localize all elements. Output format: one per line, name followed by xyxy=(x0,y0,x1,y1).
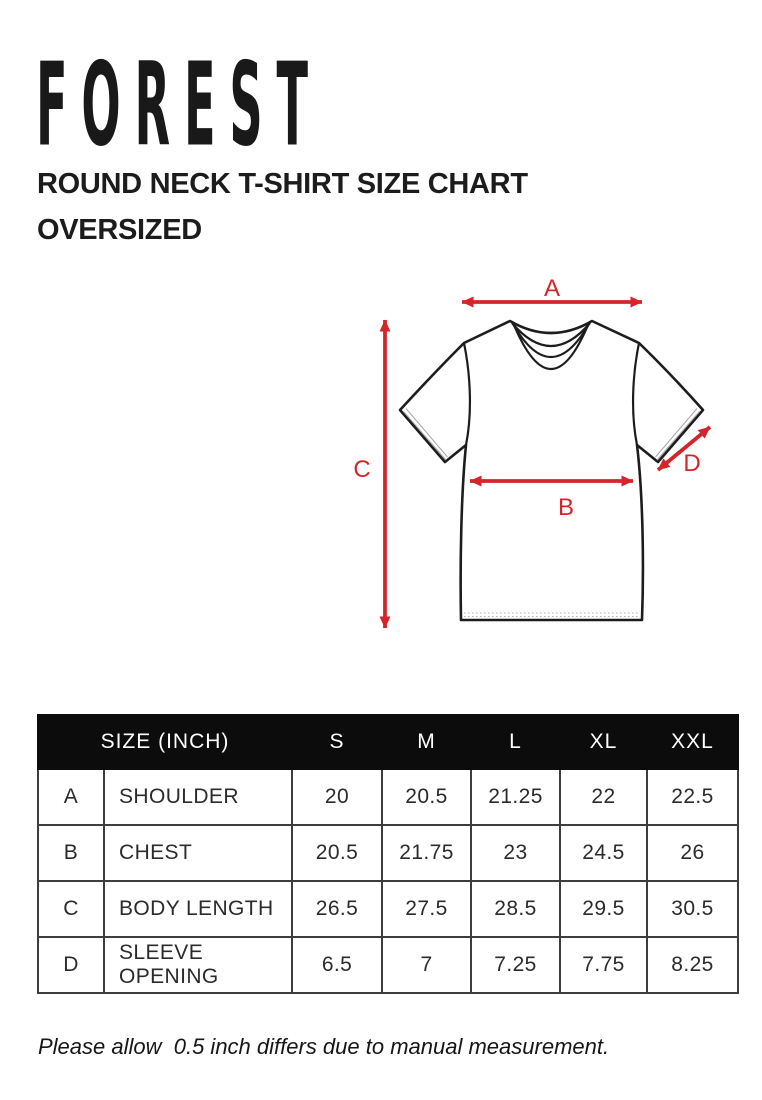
cell-value: 7.75 xyxy=(560,937,647,993)
cell-value: 22.5 xyxy=(647,769,738,825)
header-size-m: M xyxy=(382,715,471,769)
header-size-xxl: XXL xyxy=(647,715,738,769)
cell-value: 20.5 xyxy=(292,825,382,881)
brand-logo xyxy=(36,37,717,172)
cell-value: 24.5 xyxy=(560,825,647,881)
table-row-body-length xyxy=(38,881,738,937)
cell-value: 21.25 xyxy=(471,769,560,825)
cell-value: 26.5 xyxy=(292,881,382,937)
cell-value: 29.5 xyxy=(560,881,647,937)
cell-value: 30.5 xyxy=(647,881,738,937)
row-label: BODY LENGTH xyxy=(104,881,292,937)
cell-value: 28.5 xyxy=(471,881,560,937)
label-chest-b: B xyxy=(557,494,575,521)
measurement-note: Please allow 0.5 inch differs due to manual measurement. xyxy=(38,1034,610,1059)
header-size-xl: XL xyxy=(560,715,647,769)
cell-value: 23 xyxy=(471,825,560,881)
cell-value: 8.25 xyxy=(647,937,738,993)
cell-value: 27.5 xyxy=(382,881,471,937)
label-sleeve-opening-d: D xyxy=(683,450,701,477)
cell-value: 21.75 xyxy=(382,825,471,881)
row-label: CHEST xyxy=(104,825,292,881)
cell-value: 7 xyxy=(382,937,471,993)
label-body-length-c: C xyxy=(353,456,371,483)
cell-value: 6.5 xyxy=(292,937,382,993)
cell-value: 20 xyxy=(292,769,382,825)
row-letter: B xyxy=(38,825,104,881)
row-label: SLEEVE OPENING xyxy=(104,937,292,993)
cell-value: 7.25 xyxy=(471,937,560,993)
tshirt-outline xyxy=(400,321,703,620)
header-size-inch: SIZE (INCH) xyxy=(38,715,292,769)
table-row-shoulder xyxy=(38,769,738,825)
brand-logo-text: FOREST xyxy=(36,37,322,172)
label-shoulder-a: A xyxy=(543,275,561,302)
row-letter: C xyxy=(38,881,104,937)
row-label: SHOULDER xyxy=(104,769,292,825)
cell-value: 22 xyxy=(560,769,647,825)
row-letter: D xyxy=(38,937,104,993)
header-size-s: S xyxy=(292,715,382,769)
cell-value: 26 xyxy=(647,825,738,881)
table-row-sleeve-opening xyxy=(38,937,738,993)
row-letter: A xyxy=(38,769,104,825)
size-chart-table xyxy=(37,714,739,994)
table-row-chest xyxy=(38,825,738,881)
page-subtitle: OVERSIZED xyxy=(37,214,202,246)
tshirt-measurement-diagram xyxy=(340,265,740,645)
header-row xyxy=(38,715,738,769)
cell-value: 20.5 xyxy=(382,769,471,825)
page-title: ROUND NECK T-SHIRT SIZE CHART xyxy=(37,168,528,200)
header-size-l: L xyxy=(471,715,560,769)
